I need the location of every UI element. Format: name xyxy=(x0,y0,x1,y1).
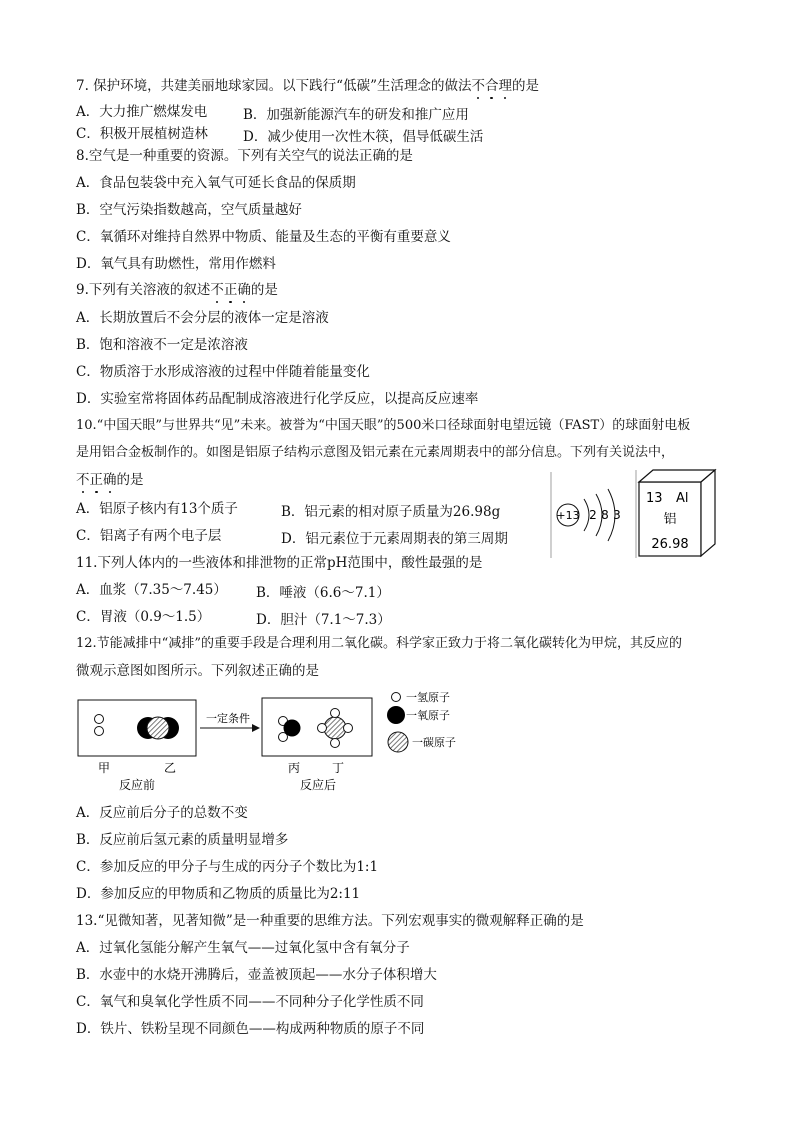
q11-option-b: B．唾液（6.6～7.1） xyxy=(256,585,390,601)
q7-option-c: C．积极开展植树造林 xyxy=(76,126,208,142)
nucleus-charge: +13 xyxy=(556,509,580,522)
cell-side xyxy=(701,470,715,556)
q10-option-d: D．铝元素位于元素周期表的第三周期 xyxy=(281,531,508,547)
q12-stem-line2: 微观示意图如图所示。下列叙述正确的是 xyxy=(76,663,319,679)
legend-hydrogen: 一氢原子 xyxy=(406,691,450,704)
carbon-atom xyxy=(147,717,169,739)
q13-stem: 13.“见微知著，见著知微”是一种重要的思维方法。下列宏观事实的微观解释正确的是 xyxy=(76,913,584,929)
q9-option-d: D．实验室常将固体药品配制成溶液进行化学反应，以提高反应速率 xyxy=(76,391,479,407)
q10-stem-line3: 不正确的是 xyxy=(76,472,144,488)
atomic-number: 13 xyxy=(646,491,663,506)
q8-option-b: B．空气污染指数越高，空气质量越好 xyxy=(76,202,302,218)
aluminum-atom-structure-diagram xyxy=(556,489,620,541)
q13-option-a: A．过氧化氢能分解产生氧气——过氧化氢中含有氧分子 xyxy=(76,940,410,956)
q8-option-d: D．氧气具有助燃性，常用作燃料 xyxy=(76,256,276,272)
q12-stem-line1: 12.节能减排中“减排”的重要手段是合理利用二氧化碳。科学家正致力于将二氧化碳转化为甲烷，其反应的 xyxy=(76,636,682,651)
q12-option-a: A．反应前后分子的总数不变 xyxy=(76,805,248,821)
legend-oxygen: 一氧原子 xyxy=(406,709,450,722)
q13-option-b: B．水壶中的水烧开沸腾后，壶盖被顶起——水分子体积增大 xyxy=(76,967,437,983)
hydrogen-atom xyxy=(95,727,104,736)
hydrogen-legend-icon xyxy=(392,693,401,702)
q12-option-c: C．参加反应的甲分子与生成的丙分子个数比为1:1 xyxy=(76,859,379,875)
q12-reaction-diagram xyxy=(76,686,476,798)
q10-option-b: B．铝元素的相对原子质量为26.98g xyxy=(281,504,501,520)
shell-electrons-3: 3 xyxy=(613,508,621,522)
q10-stem-line1: 10.“中国天眼”与世界共“见”未来。被誉为“中国天眼”的500米口径球面射电望远镜（FAST）的球面射电板 xyxy=(76,418,691,433)
q8-stem: 8.空气是一种重要的资源。下列有关空气的说法正确的是 xyxy=(76,148,413,164)
hydrogen-atom xyxy=(331,709,340,718)
q10-option-c: C．铝离子有两个电子层 xyxy=(76,528,222,544)
q12-option-b: B．反应前后氢元素的质量明显增多 xyxy=(76,832,289,848)
label-ding: 丁 xyxy=(331,761,345,775)
q7-stem: 7. 保护环境，共建美丽地球家园。以下践行“低碳”生活理念的做法不合理的是 xyxy=(76,78,539,94)
q9-option-b: B．饱和溶液不一定是浓溶液 xyxy=(76,337,248,353)
q11-option-d: D．胆汁（7.1～7.3） xyxy=(256,612,391,628)
q11-option-a: A．血浆（7.35～7.45） xyxy=(76,582,227,598)
q9-option-a: A．长期放置后不会分层的液体一定是溶液 xyxy=(76,310,329,326)
label-jia: 甲 xyxy=(97,761,111,775)
reaction-condition: 一定条件 xyxy=(206,712,250,725)
q7-option-a: A．大力推广燃煤发电 xyxy=(76,104,208,120)
q8-option-a: A．食品包装袋中充入氧气可延长食品的保质期 xyxy=(76,175,356,191)
shell-electrons-1: 2 xyxy=(589,508,597,522)
oxygen-legend-icon xyxy=(387,706,405,724)
arrow-head-icon xyxy=(252,724,260,732)
oxygen-atom xyxy=(284,720,301,737)
q10-stem-line2: 是用铝合金板制作的。如图是铝原子结构示意图及铝元素在元素周期表中的部分信息。下列有关说法中， xyxy=(76,445,675,460)
q9-option-c: C．物质溶于水形成溶液的过程中伴随着能量变化 xyxy=(76,364,370,380)
carbon-atom xyxy=(324,717,346,739)
q7-option-d: D．减少使用一次性木筷，倡导低碳生活 xyxy=(243,129,484,145)
q9-stem: 9.下列有关溶液的叙述不正确的是 xyxy=(76,282,278,298)
after-reaction-box xyxy=(262,698,372,756)
element-symbol: Al xyxy=(676,491,689,506)
q11-stem: 11.下列人体内的一些液体和排泄物的正常pH范围中，酸性最强的是 xyxy=(76,555,483,571)
q11-option-c: C．胃液（0.9～1.5） xyxy=(76,609,211,625)
q10-option-a: A．铝原子核内有13个质子 xyxy=(76,501,238,517)
label-yi: 乙 xyxy=(163,761,177,775)
q7-option-b: B．加强新能源汽车的研发和推广应用 xyxy=(243,107,469,123)
hydrogen-atom xyxy=(318,724,327,733)
atomic-mass: 26.98 xyxy=(651,537,689,552)
legend-carbon: 一碳原子 xyxy=(412,736,456,749)
atom-legend xyxy=(387,690,456,752)
element-name: 铝 xyxy=(663,512,677,527)
hydrogen-atom xyxy=(95,715,104,724)
q12-option-d: D．参加反应的甲物质和乙物质的质量比为2:11 xyxy=(76,886,361,902)
hydrogen-atom xyxy=(331,739,340,748)
q8-option-c: C．氧循环对维持自然界中物质、能量及生态的平衡有重要意义 xyxy=(76,229,451,245)
shell-electrons-2: 8 xyxy=(601,508,609,522)
label-before: 反应前 xyxy=(118,778,156,792)
q10-figure xyxy=(548,468,728,560)
co2-molecule xyxy=(137,717,179,739)
label-after: 反应后 xyxy=(299,778,337,792)
label-bing: 丙 xyxy=(287,761,301,775)
q13-option-d: D．铁片、铁粉呈现不同颜色——构成两种物质的原子不同 xyxy=(76,1021,425,1037)
periodic-table-cell xyxy=(639,470,715,556)
carbon-legend-icon xyxy=(388,732,408,752)
hydrogen-atom xyxy=(344,724,353,733)
q13-option-c: C．氧气和臭氧化学性质不同——不同种分子化学性质不同 xyxy=(76,994,424,1010)
